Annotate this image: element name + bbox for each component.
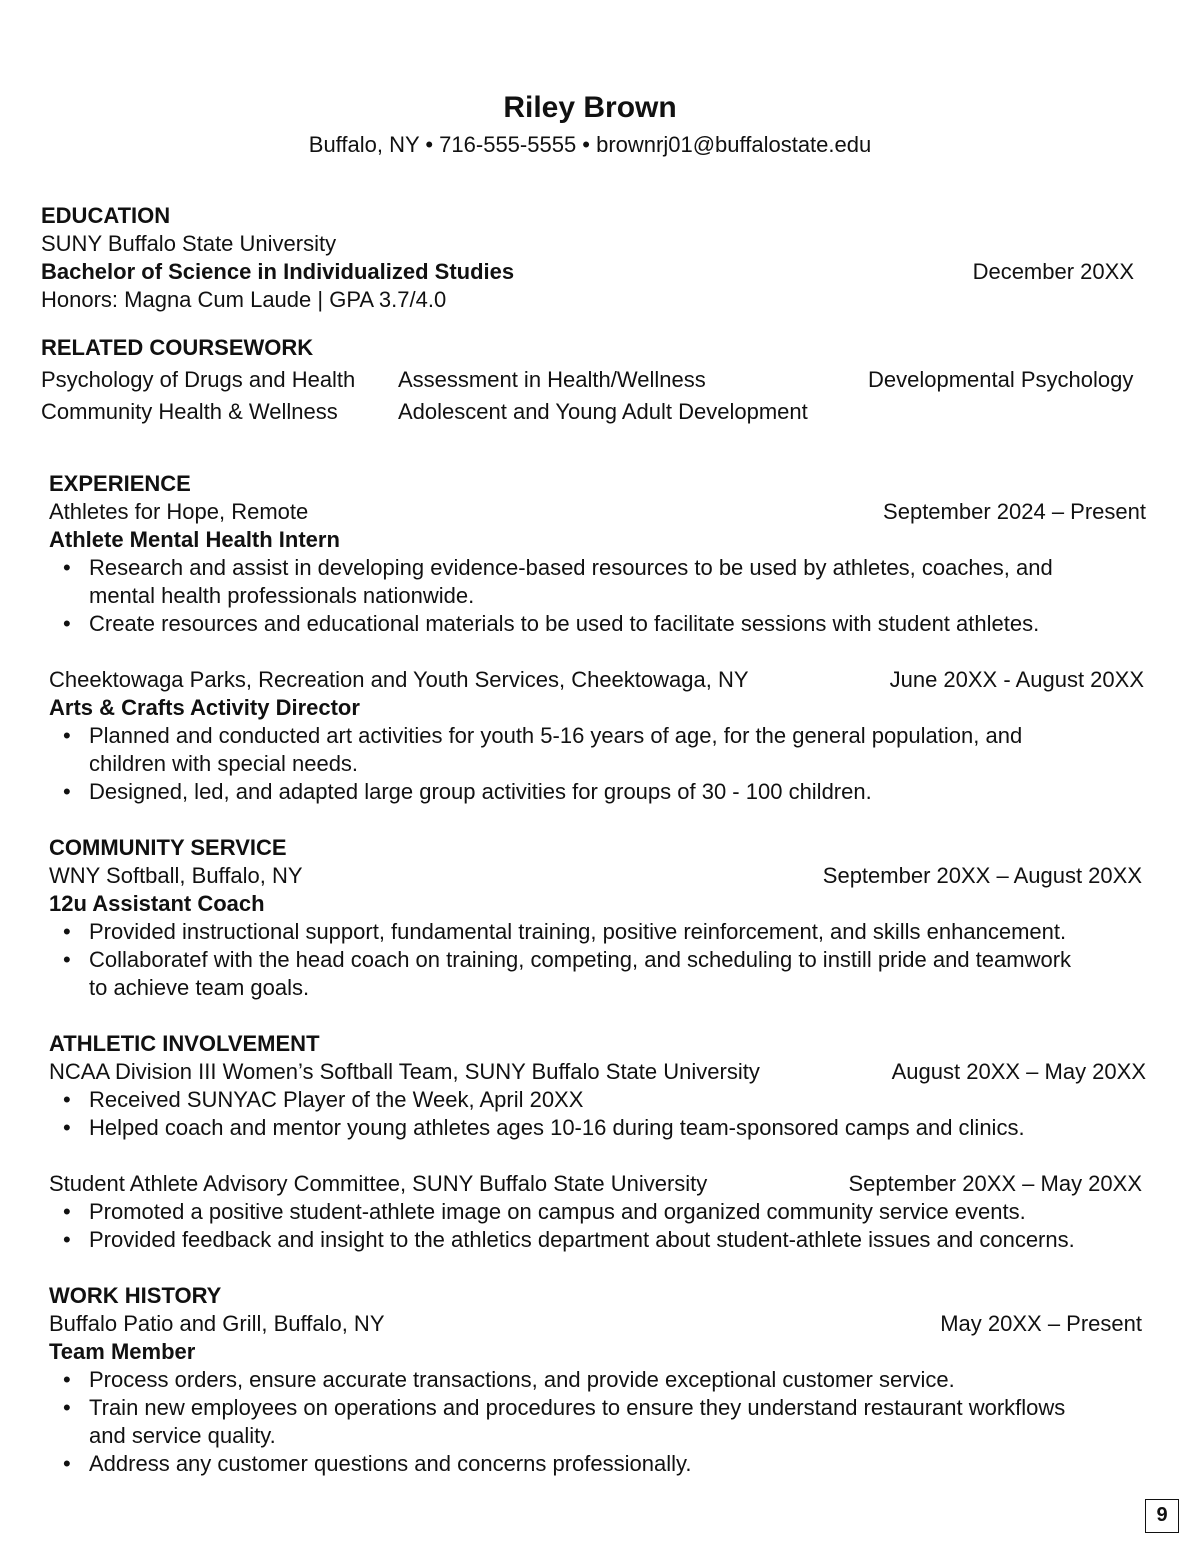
community-bullet-list bbox=[49, 918, 1071, 1002]
education-honors: Honors: Magna Cum Laude | GPA 3.7/4.0 bbox=[41, 287, 447, 312]
bullet-glyph: • bbox=[63, 1227, 71, 1252]
education-heading: EDUCATION bbox=[41, 203, 171, 228]
job-title: Arts & Crafts Activity Director bbox=[49, 695, 360, 720]
bullet-glyph: • bbox=[63, 1451, 71, 1476]
contact-line: Buffalo, NY • 716-555-5555 • brownrj01@buffalostate.edu bbox=[308, 132, 872, 157]
bullet-item: • Create resources and educational materials to be used to facilitate sessions with student athletes. bbox=[63, 611, 1040, 636]
job-organization: Cheektowaga Parks, Recreation and Youth Services, Cheektowaga, NY bbox=[49, 667, 749, 692]
page-number: 9 bbox=[1145, 1499, 1179, 1533]
bullet-glyph: • bbox=[63, 1367, 71, 1392]
job-date: September 2024 – Present bbox=[883, 499, 1146, 524]
education-date: December 20XX bbox=[972, 259, 1134, 284]
course-item: Community Health & Wellness bbox=[41, 399, 338, 424]
bullet-glyph: • bbox=[63, 1395, 71, 1420]
bullet-glyph: • bbox=[63, 1199, 71, 1224]
community-title: 12u Assistant Coach bbox=[49, 891, 265, 916]
athletic-heading: ATHLETIC INVOLVEMENT bbox=[49, 1031, 320, 1056]
bullet-item: • Collaboratef with the head coach on training, competing, and scheduling to instill pride and teamwork to achieve team goals. bbox=[63, 947, 1072, 1000]
coursework-heading: RELATED COURSEWORK bbox=[41, 335, 314, 360]
bullet-glyph: • bbox=[63, 947, 71, 972]
work-date: May 20XX – Present bbox=[940, 1311, 1142, 1336]
education-school: SUNY Buffalo State University bbox=[41, 231, 337, 256]
work-title: Team Member bbox=[49, 1339, 196, 1364]
work-heading: WORK HISTORY bbox=[49, 1283, 222, 1308]
bullet-item: • Received SUNYAC Player of the Week, April 20XX bbox=[63, 1087, 584, 1112]
resume-name: Riley Brown bbox=[503, 91, 677, 124]
bullet-glyph: • bbox=[63, 723, 71, 748]
bullet-item: • Research and assist in developing evidence-based resources to be used by athletes, coaches, and mental health professionals nationwide. bbox=[63, 555, 1053, 608]
athletic-bullet-list bbox=[49, 1198, 1075, 1254]
bullet-item: • Planned and conducted art activities for youth 5-16 years of age, for the general population, and children with special needs. bbox=[63, 723, 1023, 776]
bullet-glyph: • bbox=[63, 1115, 71, 1140]
athletic-bullet-list bbox=[49, 1086, 1025, 1142]
bullet-glyph: • bbox=[63, 555, 71, 580]
athletic-organization: Student Athlete Advisory Committee, SUNY Buffalo State University bbox=[49, 1171, 708, 1196]
athletic-date: September 20XX – May 20XX bbox=[848, 1171, 1142, 1196]
job-organization: Athletes for Hope, Remote bbox=[49, 499, 309, 524]
bullet-glyph: • bbox=[63, 611, 71, 636]
bullet-item: • Train new employees on operations and procedures to ensure they understand restaurant workflows and service quality. bbox=[63, 1395, 1066, 1448]
course-item: Developmental Psychology bbox=[868, 367, 1134, 392]
course-item: Assessment in Health/Wellness bbox=[398, 367, 706, 392]
work-bullet-list bbox=[49, 1366, 1065, 1478]
community-heading: COMMUNITY SERVICE bbox=[49, 835, 287, 860]
job-title: Athlete Mental Health Intern bbox=[49, 527, 340, 552]
experience-heading: EXPERIENCE bbox=[49, 471, 191, 496]
course-item: Psychology of Drugs and Health bbox=[41, 367, 356, 392]
bullet-glyph: • bbox=[63, 779, 71, 804]
bullet-item: • Helped coach and mentor young athletes ages 10-16 during team-sponsored camps and clinics. bbox=[63, 1115, 1025, 1140]
bullet-item: • Process orders, ensure accurate transactions, and provide exceptional customer service. bbox=[63, 1367, 955, 1392]
athletic-organization: NCAA Division III Women’s Softball Team, SUNY Buffalo State University bbox=[49, 1059, 760, 1084]
bullet-item: • Promoted a positive student-athlete image on campus and organized community service events. bbox=[63, 1199, 1026, 1224]
athletic-date: August 20XX – May 20XX bbox=[891, 1059, 1146, 1084]
course-item: Adolescent and Young Adult Development bbox=[398, 399, 808, 424]
bullet-glyph: • bbox=[63, 919, 71, 944]
work-organization: Buffalo Patio and Grill, Buffalo, NY bbox=[49, 1311, 385, 1336]
bullet-item: • Provided feedback and insight to the athletics department about student-athlete issues and concerns. bbox=[63, 1227, 1075, 1252]
bullet-item: • Provided instructional support, fundamental training, positive reinforcement, and skills enhancement. bbox=[63, 919, 1067, 944]
job-date: June 20XX - August 20XX bbox=[889, 667, 1144, 692]
education-degree: Bachelor of Science in Individualized Studies bbox=[41, 259, 515, 284]
community-organization: WNY Softball, Buffalo, NY bbox=[49, 863, 303, 888]
bullet-item: • Address any customer questions and concerns professionally. bbox=[63, 1451, 692, 1476]
bullet-glyph: • bbox=[63, 1087, 71, 1112]
job-bullet-list bbox=[49, 722, 1022, 806]
job-bullet-list bbox=[49, 554, 1053, 638]
community-date: September 20XX – August 20XX bbox=[822, 863, 1142, 888]
bullet-item: • Designed, led, and adapted large group activities for groups of 30 - 100 children. bbox=[63, 779, 872, 804]
